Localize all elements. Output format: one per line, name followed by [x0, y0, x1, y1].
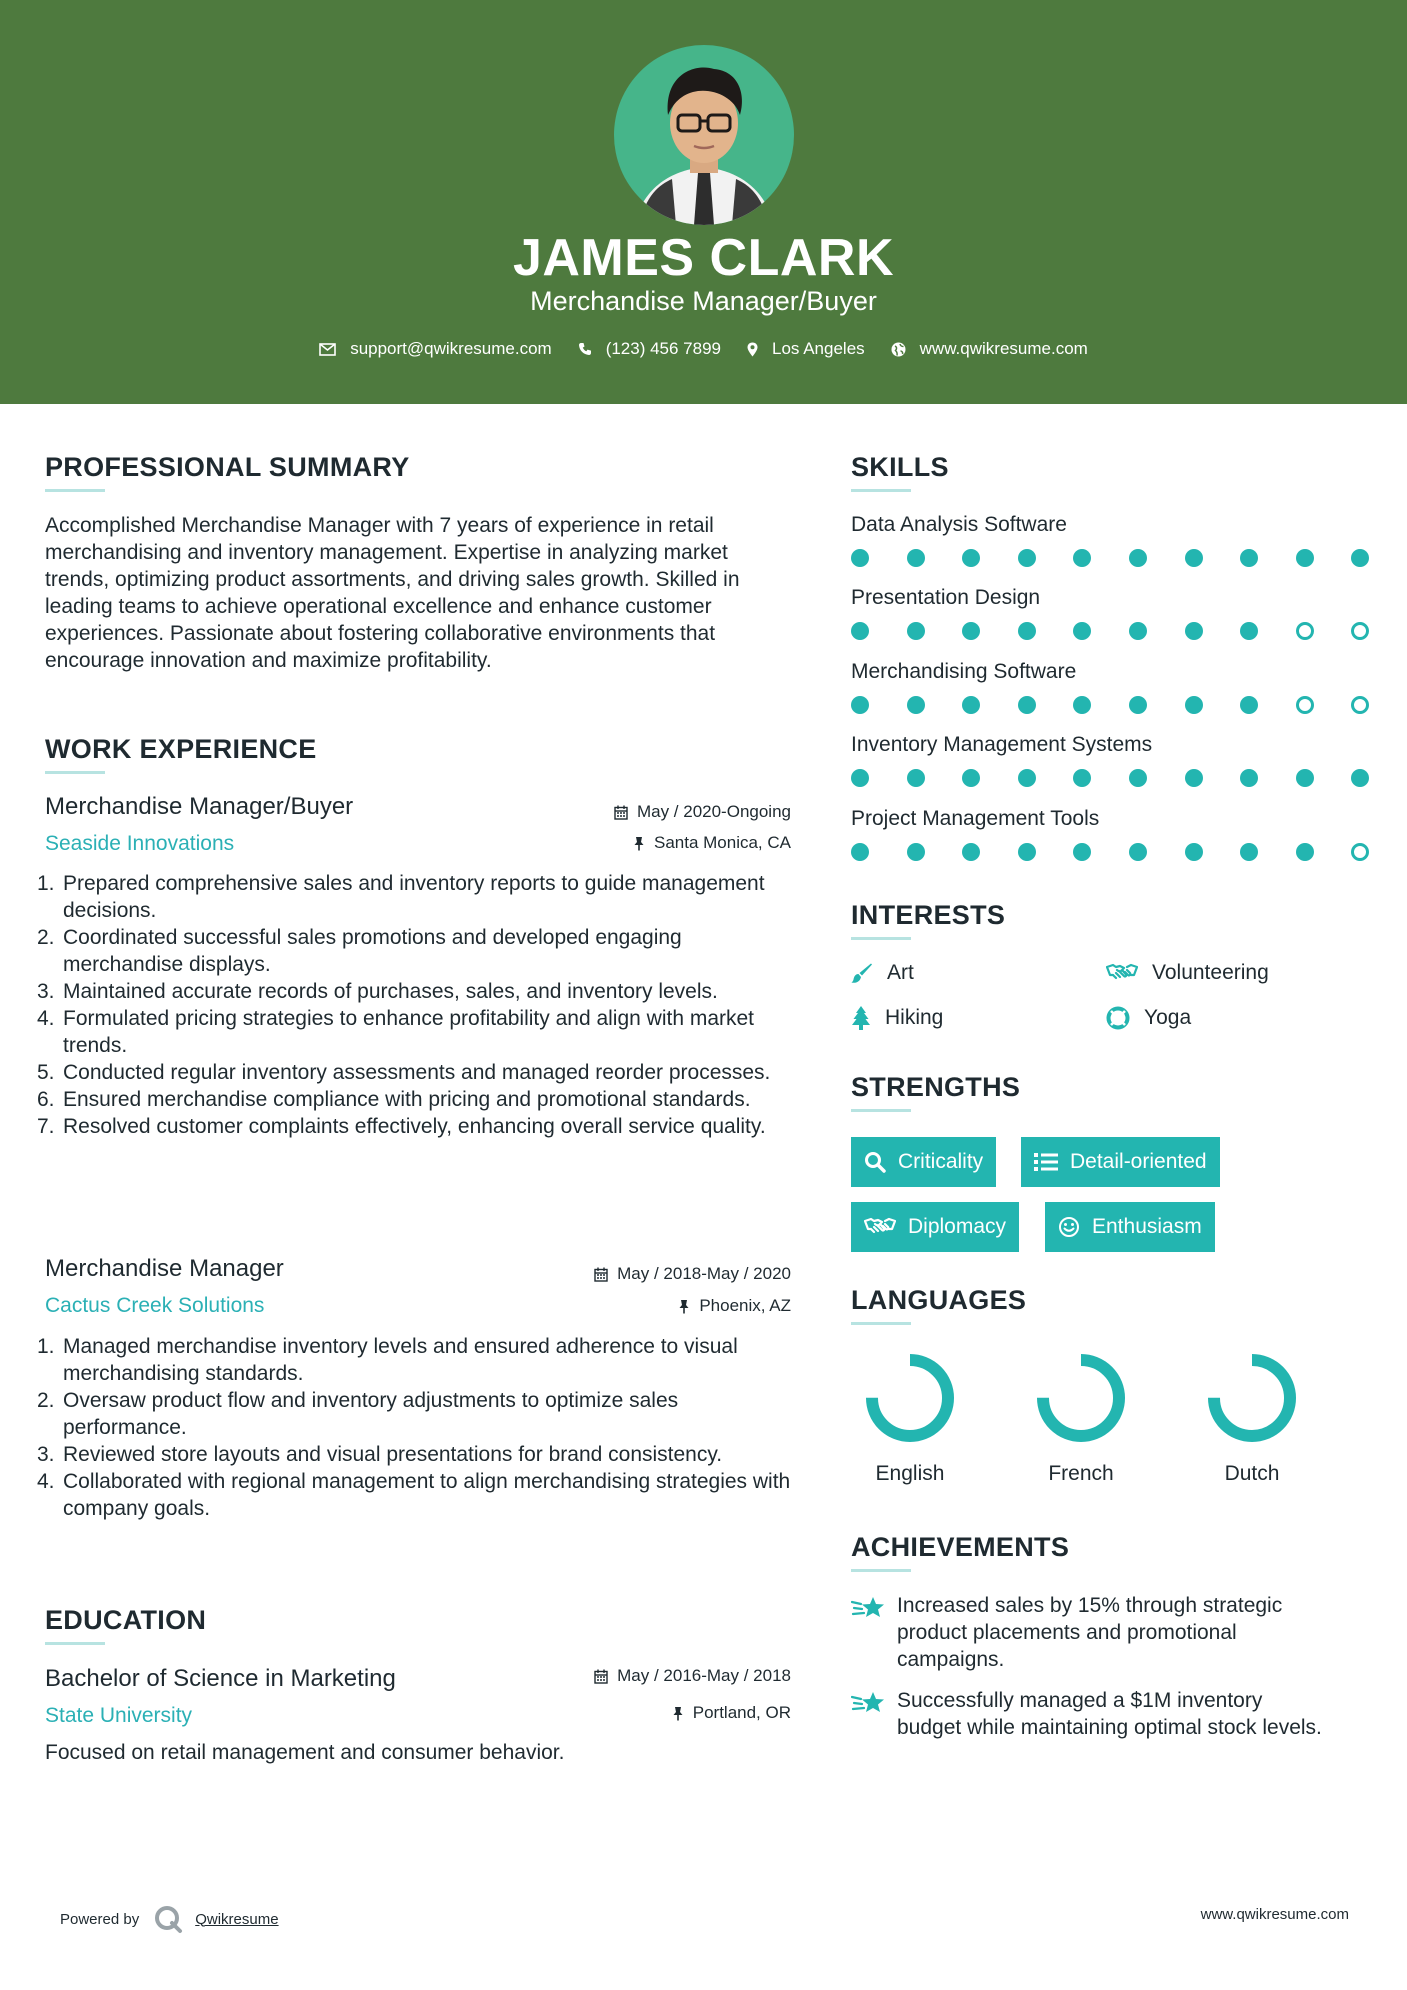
skill-dot-filled — [1240, 549, 1258, 567]
interest-item — [851, 1005, 943, 1031]
list-item: 6. Ensured merchandise compliance with pricing and promotional standards. — [37, 1088, 751, 1111]
language-proficiency-ring — [1035, 1352, 1127, 1444]
tree-icon — [851, 1006, 871, 1030]
education-dates-text: May / 2016-May / 2018 — [617, 1666, 791, 1685]
interests-heading: INTERESTS — [851, 900, 1006, 930]
language-proficiency-arc — [1214, 1360, 1290, 1436]
language-item — [1192, 1352, 1312, 1487]
achievement-item — [851, 1592, 1331, 1673]
job-title: Merchandise Manager — [45, 1255, 284, 1282]
summary-text: Accomplished Merchandise Manager with 7 years of experience in retail merchandising and inventory management. Expertise in analyzing market trends, optimizing product assortments, and driving sales growth. Skilled in leading teams to achieve operational excellence and enhance customer experiences. Passionate about fostering collaborative environments that encourage innovation and maximize profitability. — [45, 514, 740, 672]
skill-dot-empty — [1351, 622, 1369, 640]
strength-label: Enthusiasm — [1092, 1215, 1202, 1238]
skill-dot-filled — [1185, 622, 1203, 640]
contact-location-text: Los Angeles — [772, 339, 865, 358]
skill-dot-empty — [1296, 622, 1314, 640]
skill-dot-filled — [1351, 549, 1369, 567]
language-proficiency-ring — [1206, 1352, 1298, 1444]
skill-dot-filled — [851, 769, 869, 787]
list-item: 4. Formulated pricing strategies to enhance profitability and align with market trends. — [37, 1007, 755, 1057]
language-proficiency-ring — [864, 1352, 956, 1444]
skill-dot-filled — [1351, 769, 1369, 787]
skill-dot-filled — [851, 622, 869, 640]
globe-icon — [891, 342, 906, 357]
skill-dot-filled — [1073, 622, 1091, 640]
achievements-heading-underline — [851, 1569, 911, 1572]
skill-rating — [851, 548, 1366, 568]
job-dates-text: May / 2018-May / 2020 — [617, 1264, 791, 1283]
skill-dot-filled — [1185, 696, 1203, 714]
languages-heading: LANGUAGES — [851, 1285, 1027, 1315]
strength-tag — [851, 1202, 1019, 1252]
summary-heading-underline — [45, 489, 105, 492]
language-name: French — [1048, 1462, 1114, 1485]
powered-by — [60, 1904, 279, 1934]
paintbrush-icon — [851, 962, 873, 984]
skill-dot-empty — [1351, 843, 1369, 861]
skill-dot-filled — [907, 549, 925, 567]
envelope-icon — [319, 343, 336, 356]
skill-dot-filled — [1296, 549, 1314, 567]
education-heading: EDUCATION — [45, 1605, 207, 1635]
contact-bar — [0, 337, 1407, 361]
summary-heading: PROFESSIONAL SUMMARY — [45, 452, 410, 482]
phone-icon — [578, 342, 592, 356]
interest-label: Hiking — [885, 1006, 944, 1029]
candidate-title: Merchandise Manager/Buyer — [530, 286, 877, 316]
skill-dot-filled — [1073, 843, 1091, 861]
list-item: 3. Maintained accurate records of purchases, sales, and inventory levels. — [37, 980, 718, 1003]
language-name: Dutch — [1224, 1462, 1280, 1485]
job-title: Merchandise Manager/Buyer — [45, 793, 354, 820]
list-item: 1. Managed merchandise inventory levels and ensured adherence to visual merchandising standards. — [37, 1335, 738, 1385]
skill-dot-empty — [1351, 696, 1369, 714]
list-item: 2. Coordinated successful sales promotions and developed engaging merchandise displays. — [37, 926, 682, 976]
list-item: 7. Resolved customer complaints effectively, enhancing overall service quality. — [37, 1115, 766, 1138]
skill-dot-filled — [962, 549, 980, 567]
resume-header — [0, 0, 1407, 404]
company-name: Cactus Creek Solutions — [45, 1294, 265, 1317]
strength-tag — [851, 1137, 996, 1187]
skill-dot-filled — [1185, 549, 1203, 567]
skill-rating — [851, 621, 1366, 641]
skill-dot-filled — [1073, 696, 1091, 714]
skill-dot-filled — [1018, 696, 1036, 714]
skill-dot-filled — [907, 622, 925, 640]
skill-dot-filled — [962, 843, 980, 861]
calendar-icon — [594, 1267, 608, 1282]
job-dates-text: May / 2020-Ongoing — [636, 802, 791, 821]
pushpin-icon — [672, 1706, 684, 1721]
skill-name: Merchandising Software — [851, 660, 1077, 683]
skill-dot-filled — [1240, 843, 1258, 861]
interest-label: Art — [887, 961, 914, 984]
company-name: Seaside Innovations — [45, 832, 235, 855]
powered-by-label: Powered by — [60, 1910, 140, 1928]
skill-name: Project Management Tools — [851, 807, 1100, 830]
skill-dot-filled — [962, 769, 980, 787]
skill-dot-filled — [907, 696, 925, 714]
smile-icon — [1058, 1216, 1080, 1238]
skill-dot-filled — [1018, 769, 1036, 787]
calendar-icon — [594, 1669, 608, 1684]
education-description: Focused on retail management and consumer behavior. — [45, 1741, 565, 1764]
list-item: 5. Conducted regular inventory assessments and managed reorder processes. — [37, 1061, 771, 1084]
calendar-icon — [614, 805, 628, 820]
skill-dot-filled — [851, 549, 869, 567]
skill-dot-filled — [1185, 769, 1203, 787]
language-proficiency-arc — [872, 1360, 948, 1436]
skill-dot-filled — [1018, 622, 1036, 640]
achievement-item — [851, 1687, 1331, 1741]
strengths-heading-underline — [851, 1109, 911, 1112]
search-icon — [864, 1151, 886, 1173]
skill-dot-empty — [1296, 696, 1314, 714]
skill-dot-filled — [962, 696, 980, 714]
experience-heading-underline — [45, 771, 105, 774]
contact-email[interactable] — [319, 339, 552, 359]
qwikresume-link[interactable]: Qwikresume — [195, 1910, 279, 1928]
skill-dot-filled — [1129, 622, 1147, 640]
skill-dot-filled — [1129, 549, 1147, 567]
contact-phone-text: (123) 456 7899 — [605, 339, 722, 358]
interest-item — [851, 960, 914, 986]
skill-dot-filled — [851, 696, 869, 714]
education-location-text: Portland, OR — [692, 1703, 791, 1722]
achievements-heading: ACHIEVEMENTS — [851, 1532, 1070, 1562]
language-proficiency-arc — [1043, 1360, 1119, 1436]
skill-dot-filled — [1240, 769, 1258, 787]
contact-phone[interactable] — [578, 339, 721, 359]
shooting-star-icon — [851, 1594, 885, 1622]
achievement-text: Successfully managed a $1M inventory budget while maintaining optimal stock levels. — [897, 1689, 1322, 1739]
skill-dot-filled — [1129, 696, 1147, 714]
candidate-name: JAMES CLARK — [512, 229, 895, 287]
job-responsibilities-list — [37, 1333, 797, 1522]
skill-dot-filled — [962, 622, 980, 640]
language-name: English — [875, 1462, 945, 1485]
strength-label: Criticality — [898, 1150, 984, 1173]
education-heading-underline — [45, 1642, 105, 1645]
handshake-icon — [1106, 963, 1138, 983]
list-item: 3. Reviewed store layouts and visual presentations for brand consistency. — [37, 1443, 723, 1466]
skill-dot-filled — [1073, 549, 1091, 567]
job-location — [678, 1295, 791, 1317]
skill-name: Presentation Design — [851, 586, 1041, 609]
profile-photo — [614, 45, 794, 225]
skills-heading: SKILLS — [851, 452, 949, 482]
skill-dot-filled — [1018, 549, 1036, 567]
skill-dot-filled — [1129, 769, 1147, 787]
languages-heading-underline — [851, 1322, 911, 1325]
contact-website-text: www.qwikresume.com — [919, 339, 1088, 358]
pushpin-icon — [678, 1299, 690, 1314]
strengths-heading: STRENGTHS — [851, 1072, 1021, 1102]
skill-dot-filled — [1240, 622, 1258, 640]
strength-tag — [1021, 1137, 1220, 1187]
skill-dot-filled — [1240, 696, 1258, 714]
interest-item — [1106, 1005, 1191, 1031]
profile-avatar-icon — [614, 45, 794, 225]
language-item — [850, 1352, 970, 1487]
skill-dot-filled — [1185, 843, 1203, 861]
contact-location — [747, 339, 865, 359]
skill-rating — [851, 695, 1366, 715]
education-location — [672, 1702, 791, 1724]
job-location — [633, 832, 791, 854]
skill-dot-filled — [1296, 843, 1314, 861]
interest-label: Volunteering — [1152, 961, 1269, 984]
skill-dot-filled — [907, 769, 925, 787]
experience-heading: WORK EXPERIENCE — [45, 734, 317, 764]
skill-dot-filled — [1073, 769, 1091, 787]
skill-name: Data Analysis Software — [851, 513, 1067, 536]
life-ring-icon — [1106, 1006, 1130, 1030]
list-item: 2. Oversaw product flow and inventory adjustments to optimize sales performance. — [37, 1389, 679, 1439]
skill-dot-filled — [1296, 769, 1314, 787]
skill-name: Inventory Management Systems — [851, 733, 1153, 756]
skill-dot-filled — [851, 843, 869, 861]
job-dates — [614, 801, 791, 823]
contact-website[interactable] — [891, 339, 1088, 359]
interests-heading-underline — [851, 937, 911, 940]
school-name: State University — [45, 1704, 193, 1727]
language-item — [1021, 1352, 1141, 1487]
skill-rating — [851, 768, 1366, 788]
contact-email-text: support@qwikresume.com — [350, 339, 552, 358]
list-item: 1. Prepared comprehensive sales and inventory reports to guide management decisions. — [37, 872, 765, 922]
strength-label: Diplomacy — [908, 1215, 1007, 1238]
job-location-text: Phoenix, AZ — [699, 1296, 791, 1315]
list-icon — [1034, 1152, 1058, 1172]
skill-rating — [851, 842, 1366, 862]
shooting-star-icon — [851, 1689, 885, 1717]
pushpin-icon — [633, 836, 645, 851]
job-dates — [594, 1263, 791, 1285]
qwikresume-logo-icon — [153, 1904, 183, 1934]
list-item: 4. Collaborated with regional management to align merchandising strategies with company goals. — [37, 1470, 791, 1520]
education-dates — [594, 1665, 791, 1687]
achievement-text: Increased sales by 15% through strategic product placements and promotional campaigns. — [897, 1594, 1283, 1671]
handshake-icon — [864, 1217, 896, 1237]
interest-label: Yoga — [1144, 1006, 1192, 1029]
strength-tag — [1045, 1202, 1215, 1252]
degree-title: Bachelor of Science in Marketing — [45, 1665, 396, 1692]
footer-website-link[interactable]: www.qwikresume.com — [1200, 1906, 1349, 1923]
job-responsibilities-list — [37, 870, 797, 1140]
skills-heading-underline — [851, 489, 911, 492]
skill-dot-filled — [907, 843, 925, 861]
skill-dot-filled — [1129, 843, 1147, 861]
interest-item — [1106, 960, 1269, 986]
job-location-text: Santa Monica, CA — [653, 833, 791, 852]
map-marker-icon — [747, 342, 758, 357]
skill-dot-filled — [1018, 843, 1036, 861]
strength-label: Detail-oriented — [1070, 1150, 1207, 1173]
